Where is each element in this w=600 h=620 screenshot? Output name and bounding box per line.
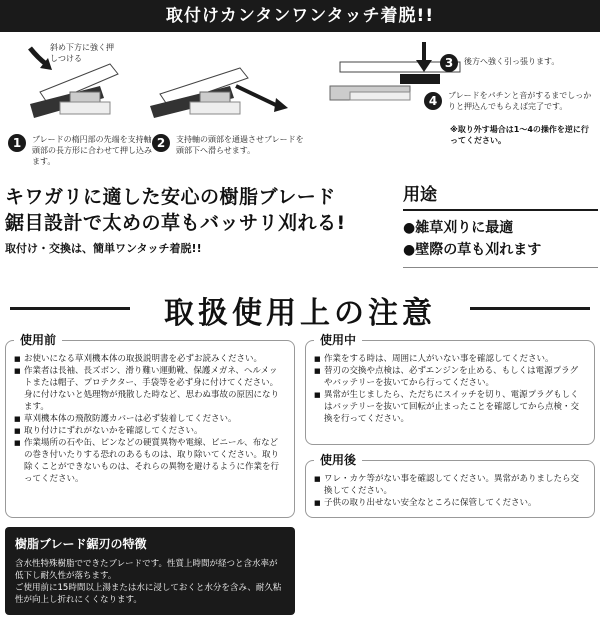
before-use-tag: 使用前 — [14, 331, 62, 348]
list-item: ■ 替刃の交換や点検は、必ずエンジンを止める、もしくは電源プラグやバッテリーを抜いてから行ってください。 — [314, 365, 586, 389]
after-use-box — [305, 453, 595, 518]
list-item: ■ 取り付けにずれがないかを確認してください。 — [14, 425, 286, 437]
list-item: ■ 子供の取り出せない安全なところに保管してください。 — [314, 497, 586, 509]
usage-item: ●雑草刈りに最適 — [403, 220, 514, 236]
during-use-box — [305, 333, 595, 445]
caution-title: 取扱使用上の注意 — [164, 296, 436, 331]
resin-title: 樹脂ブレード鋸刃の特徴 — [15, 537, 147, 551]
usage-divider — [403, 209, 598, 211]
headline-line3: 取付け・交換は、簡単ワンタッチ着脱!! — [5, 242, 202, 255]
headline — [5, 184, 400, 256]
list-item: ■ お使いになる草刈機本体の取扱説明書を必ずお読みください。 — [14, 353, 286, 365]
usage-label: 用途 — [403, 185, 437, 205]
slide-arrow-icon — [274, 98, 288, 112]
usage-item: ●壁際の草も刈れます — [403, 242, 542, 258]
list-item: ■ 草刈機本体の飛散防護カバーは必ず装着してください。 — [14, 413, 286, 425]
step4-number: 4 — [424, 92, 442, 110]
headline-line1: キワガリに適した安心の樹脂ブレード — [5, 186, 336, 208]
headline-line2: 鋸目設計で太めの草もバッサリ刈れる! — [5, 212, 346, 234]
usage-bottom-divider — [403, 267, 598, 268]
step1-number: 1 — [8, 134, 26, 152]
press-arrow-icon — [30, 48, 46, 64]
press-instruction: 斜め下方に強く押しつける — [50, 43, 114, 63]
after-use-list — [314, 473, 586, 509]
resin-text: 含水性特殊樹脂でできたブレードです。性質上時間が経つと含水率が低下し耐久性が落ちます。 — [15, 559, 278, 581]
list-item: ■ 作業者は長袖、長ズボン、滑り難い運動靴、保護メガネ、ヘルメットまたは帽子、プロテクター、手袋等を必ず身に付けてください。身に付けないと処理物が飛散した時など、思わぬ事故の原因になります。 — [14, 365, 286, 413]
step1-text: ブレードの楕円部の先端を支持軸頭部の長方形に合わせて押し込みます。 — [32, 135, 152, 166]
list-item: ■ 作業場所の石や缶、ピンなどの硬質異物や電線、ビニール、布などの巻き付いたりする恐れのあるものは、取り除いてください。取り除くことができないものは、それらの異物を避けるように作業を行ってください。 — [14, 437, 286, 485]
before-use-list — [14, 353, 286, 485]
step3-illustration — [330, 42, 460, 100]
step3-number: 3 — [440, 54, 458, 72]
after-use-tag: 使用後 — [314, 451, 362, 468]
step4-text: ブレードをパチンと音がするまでしっかりと押込んでもらえば完了です。 — [448, 91, 592, 111]
list-item: ■ 作業をする時は、周囲に人がいない事を確認してください。 — [314, 353, 586, 365]
installation-steps — [0, 34, 600, 184]
list-item: ■ ワレ・カケ等がない事を確認してください。異常がありましたら交換してください。 — [314, 473, 586, 497]
banner-title: 取付けカンタンワンタッチ着脱!! — [0, 0, 600, 32]
usage-section — [403, 180, 598, 268]
before-use-box — [5, 333, 295, 518]
resin-feature-box — [5, 527, 295, 615]
step2-text: 支持軸の頭部を通過させブレードを頭部下へ滑らせます。 — [176, 135, 304, 155]
step2-illustration — [150, 68, 288, 118]
step2-number: 2 — [152, 134, 170, 152]
during-use-list — [314, 353, 586, 425]
list-item: ■ 異常が生じましたら、ただちにスイッチを切り、電源プラグもしくはバッテリーを抜いて回転が止まったことを確認してから点検・交換を行ってください。 — [314, 389, 586, 425]
resin-text: ご使用前に15時間以上湯または水に浸しておくと水分を含み、耐久粘性が向上し折れにくくなります。 — [15, 583, 282, 605]
removal-note: ※取り外す場合は1〜4の操作を逆に行ってください。 — [450, 125, 589, 145]
step3-text: 後方へ強く引っ張ります。 — [464, 57, 560, 66]
caution-header — [0, 288, 600, 331]
during-use-tag: 使用中 — [314, 331, 362, 348]
